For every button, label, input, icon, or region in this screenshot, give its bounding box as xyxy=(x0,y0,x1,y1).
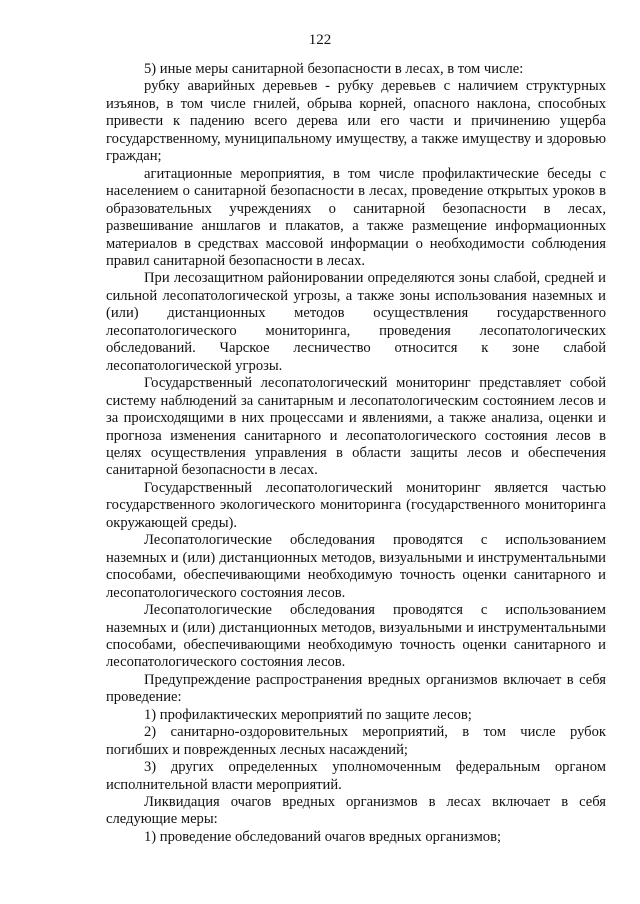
paragraph-monitoring-definition: Государственный лесопатологический мониторинг представляет собой систему наблюдений за санитарным и лесопатологическим состоянием лесов и за происходящими в них процессами и явлениями, а также анализа, оценки и прогноза изменения санитарного и лесопатологического состояния лесов в целях осуществления управления в области защиты лесов и обеспечения санитарной безопасности в лесах. xyxy=(106,375,606,479)
list-item-elimination-1: 1) проведение обследований очагов вредных организмов; xyxy=(144,828,502,845)
list-item-prevention-3: 3) других определенных уполномоченным федеральным органом исполнительной власти мероприятий. xyxy=(106,759,606,793)
paragraph-awareness-measures: агитационные мероприятия, в том числе профилактические беседы с населением о санитарной безопасности в лесах, проведение открытых уроков в образовательных учреждениях о санитарной безопасности в лесах, развешивание аншлагов и плакатов, а также размещение информационных материалов в средствах массовой информации о необходимости соблюдения правил санитарной безопасности в лесах. xyxy=(106,165,606,269)
paragraph-elimination-intro: Ликвидация очагов вредных организмов в лесах включает в себя следующие меры: xyxy=(106,794,606,828)
paragraph-prevention-intro: Предупреждение распространения вредных организмов включает в себя проведение: xyxy=(106,671,606,706)
paragraph-zoning: При лесозащитном районировании определяются зоны слабой, средней и сильной лесопатологической угрозы, а также зоны использования наземных и (или) дистанционных методов осуществления государственного лесопатологического мониторинга, проведения лесопатологических обследований. Чарское лесничество относится к зоне слабой лесопатологической угрозы. xyxy=(106,270,606,374)
list-item-prevention-2: 2) санитарно-оздоровительных мероприятий, в том числе рубок погибших и поврежденных лесных насаждений; xyxy=(106,724,606,758)
paragraph-surveys-2: Лесопатологические обследования проводятся с использованием наземных и (или) дистанционных методов, визуальными и инструментальными способами, обеспечивающими необходимую точность оценки санитарного и лесопатологического состояния лесов. xyxy=(106,602,606,671)
paragraph-monitoring-part: Государственный лесопатологический мониторинг является частью государственного экологического мониторинга (государственного мониторинга окружающей среды). xyxy=(106,479,606,531)
paragraph-hazard-trees: рубку аварийных деревьев - рубку деревьев с наличием структурных изъянов, в том числе гнилей, обрыва корней, опасного наклона, способных привести к падению всего дерева или его части и причинению ущерба государственному, муниципальному имуществу, а также имуществу и здоровью граждан; xyxy=(106,78,606,165)
paragraph-other-measures: 5) иные меры санитарной безопасности в лесах, в том числе: xyxy=(144,61,524,77)
paragraph-surveys-1: Лесопатологические обследования проводятся с использованием наземных и (или) дистанционных методов, визуальными и инструментальными способами, обеспечивающими необходимую точность оценки санитарного и лесопатологического состояния лесов. xyxy=(106,532,606,601)
list-item-prevention-1: 1) профилактических мероприятий по защите лесов; xyxy=(144,706,472,723)
document-body xyxy=(106,61,606,846)
page-number: 122 xyxy=(308,32,332,48)
